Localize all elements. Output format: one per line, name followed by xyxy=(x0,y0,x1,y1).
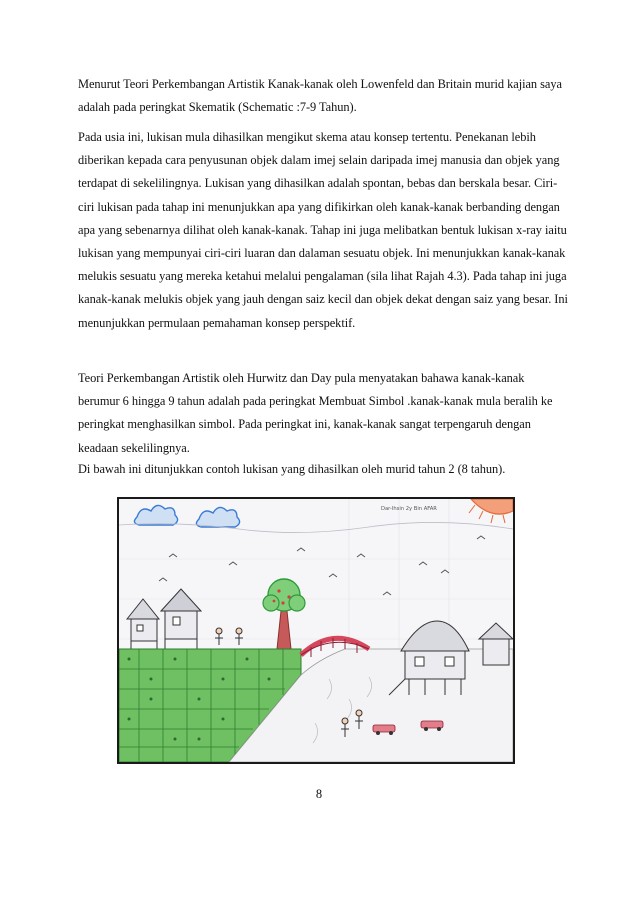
paragraph-figure-intro: Di bawah ini ditunjukkan contoh lukisan yang dihasilkan oleh murid tahun 2 (8 tahun). xyxy=(78,462,506,476)
paragraph-schematic-stage: Pada usia ini, lukisan mula dihasilkan mengikut skema atau konsep tertentu. Penekanan lebih diberikan kepada cara penyusunan objek dalam imej selain daripada imej manusia dan objek yang terdapat di sekelilingnya. Lukisan yang dihasilkan adalah spontan, bebas dan berskala besar. Ciri-ciri lukisan pada tahap ini menunjukkan apa yang difikirkan oleh kanak-kanak berbanding dengan apa yang sebenarnya dilihat oleh kanak-kanak. Tahap ini juga melibatkan bentuk lukisan x-ray iaitu lukisan yang mempunyai ciri-ciri luaran dan dalaman sesuatu objek. Ini menunjukkan kanak-kanak melukis sesuatu yang mereka ketahui melalui pengalaman (sila lihat Rajah 4.3). Pada tahap ini juga kanak-kanak melukis objek yang jauh dengan saiz kecil dan objek dekat dengan saiz yang besar. Ini menunjukkan permulaan pemahaman konsep perspektif. xyxy=(78,130,568,330)
child-drawing-illustration xyxy=(119,499,513,762)
child-drawing-figure xyxy=(117,497,515,764)
paragraph-hurwitz-day: Teori Perkembangan Artistik oleh Hurwitz dan Day pula menyatakan bahawa kanak-kanak berumur 6 hingga 9 tahun adalah pada peringkat Membuat Simbol .kanak-kanak mula beralih ke peringkat menghasilkan simbol. Pada peringkat ini, kanak-kanak sangat terpengaruh dengan keadaan sekelilingnya. xyxy=(78,371,553,455)
paragraph-lowenfeld: Menurut Teori Perkembangan Artistik Kanak-kanak oleh Lowenfeld dan Britain murid kajian saya adalah pada peringkat Skematik (Schematic :7-9 Tahun). xyxy=(78,77,562,115)
drawing-signature: Dar-Ihsin 2y Bin AFAR xyxy=(381,506,437,512)
page-number: 8 xyxy=(315,787,323,801)
